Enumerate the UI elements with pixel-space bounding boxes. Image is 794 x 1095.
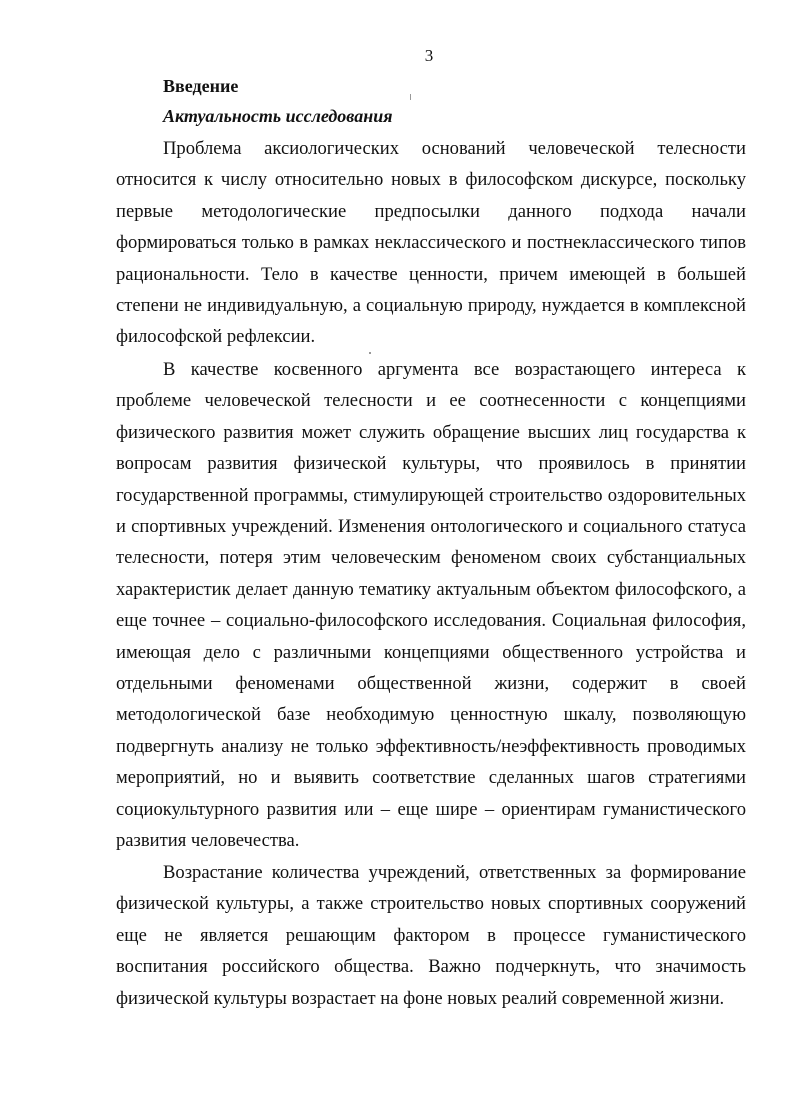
- paragraph-text: В качестве косвенного аргумента все возрастающего интереса к проблеме человеческой телесности и ее соотнесенности с концепциями физического развития может служить обращение высших лиц государства к вопросам развития физической культуры, что проявилось в принятии государственной программы, стимулирующей строительство оздоровительных и спортивных учреждений. Изменения онтологического и социального статуса телесности, потеря этим человеческим феноменом своих субстанциальных характеристик делает данную тематику актуальным объектом философского, а еще точнее – социально-философского исследования. Социальная философия, имеющая дело с различными концепциями общественного устройства и отдельными феноменами общественной жизни, содержит в своей методологической базе необходимую ценностную шкалу, позволяющую подвергнуть анализу не только эффективность/неэффективность проводимых мероприятий, но и выявить соответствие сделанных шагов стратегиями социокультурного развития или – еще шире – ориентирам гуманистического развития человечества.: [116, 359, 746, 852]
- section-heading: Введение: [163, 76, 239, 96]
- section-subheading: Актуальность исследования: [163, 106, 393, 126]
- body-paragraph-3: [116, 857, 746, 1014]
- paragraph-text: Возрастание количества учреждений, ответственных за формирование физической культуры, а также строительство новых спортивных сооружений еще не является решающим фактором в процессе гуманистического воспитания российского общества. Важно подчеркнуть, что значимость физической культуры возрастает на фоне новых реалий современной жизни.: [116, 862, 746, 1009]
- scan-artifact: [410, 94, 411, 100]
- body-paragraph-1: [116, 133, 746, 353]
- page-number: 3: [424, 46, 434, 65]
- body-paragraph-2: [116, 354, 746, 857]
- paragraph-text: Проблема аксиологических оснований человеческой телесности относится к числу относительно новых в философском дискурсе, поскольку первые методологические предпосылки данного подхода начали формироваться только в рамках неклассического и постнеклассического типов рациональности. Тело в качестве ценности, причем имеющей в большей степени не индивидуальную, а социальную природу, нуждается в комплексной философской рефлексии.: [116, 138, 746, 348]
